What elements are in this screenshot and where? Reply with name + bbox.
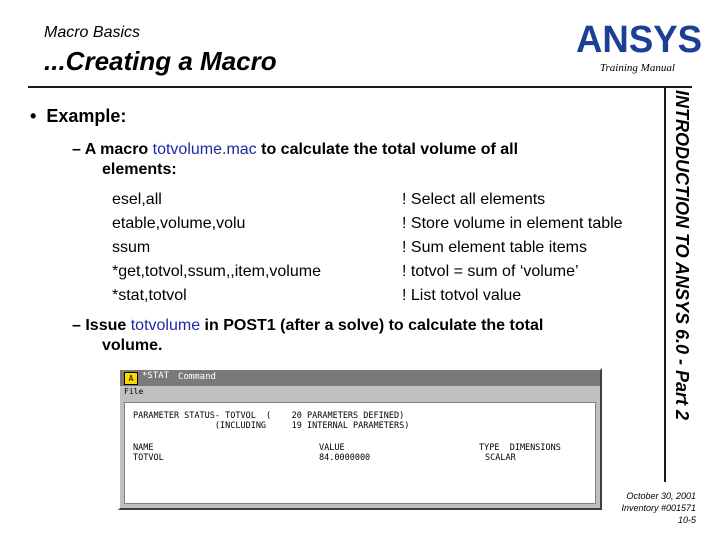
subitem-line2: volume.	[102, 337, 163, 354]
slide-title: ...Creating a Macro	[44, 46, 277, 76]
column-header-value: VALUE	[319, 443, 345, 453]
code-line	[112, 236, 587, 260]
stat-command-window	[118, 368, 602, 510]
macro-filename: totvolume.mac	[152, 141, 257, 158]
param-name: TOTVOL	[133, 453, 164, 463]
footer-inventory: Inventory #001571	[621, 503, 696, 513]
bullet-example	[30, 106, 126, 127]
subitem-post: in POST1 (after a solve) to calculate the total	[200, 317, 544, 334]
bullet-marker: •	[30, 106, 37, 126]
section-subtitle: Macro Basics	[44, 24, 141, 41]
ansys-logo	[576, 18, 710, 60]
side-course-label: INTRODUCTION TO ANSYS 6.0 - Part 2	[672, 90, 692, 421]
dash-marker: –	[72, 141, 81, 158]
bullet-text: Example:	[46, 106, 127, 126]
code-command: ssum	[112, 239, 151, 256]
code-command: esel,all	[112, 191, 162, 208]
param-type: SCALAR	[485, 453, 516, 463]
column-header-name: NAME	[133, 443, 154, 453]
code-command: *stat,totvol	[112, 287, 187, 304]
subitem-macro	[72, 140, 518, 180]
svg-text:ANSYS: ANSYS	[576, 19, 702, 60]
code-line	[112, 284, 522, 308]
footer-page: 10-5	[677, 515, 696, 525]
code-line	[112, 260, 579, 284]
subitem-post: to calculate the total volume of all	[256, 141, 519, 158]
footer-date: October 30, 2001	[626, 491, 696, 501]
training-manual-label: Training Manual	[600, 62, 675, 74]
code-comment: ! Select all elements	[402, 191, 546, 208]
stat-output-area	[124, 402, 596, 504]
code-comment: ! List totvol value	[402, 287, 522, 304]
code-comment: ! totvol = sum of ‘volume’	[402, 263, 579, 280]
output-line: (INCLUDING 19 INTERNAL PARAMETERS)	[133, 421, 410, 431]
macro-code-block	[112, 188, 623, 308]
param-value: 84.0000000	[319, 453, 371, 463]
menu-file[interactable]: File	[124, 387, 144, 396]
subitem-pre: Issue	[85, 317, 131, 334]
window-titlebar[interactable]	[120, 370, 600, 386]
window-title: *STAT	[142, 371, 170, 381]
output-line: PARAMETER STATUS- TOTVOL ( 20 PARAMETERS DEFINED)	[133, 411, 405, 421]
window-title-command: Command	[178, 372, 216, 382]
code-line	[112, 212, 623, 236]
slide-footer	[621, 490, 696, 526]
code-command: *get,totvol,ssum,,item,volume	[112, 263, 321, 280]
column-header-type: TYPE DIMENSIONS	[479, 443, 561, 453]
macro-name: totvolume	[130, 317, 201, 334]
code-line	[112, 188, 546, 212]
side-divider	[664, 86, 666, 482]
subitem-pre: A macro	[84, 141, 153, 158]
subitem-line2: elements:	[102, 161, 177, 178]
code-command: etable,volume,volu	[112, 215, 246, 232]
code-comment: ! Store volume in element table	[402, 215, 623, 232]
ansys-app-icon[interactable]: A	[124, 372, 138, 385]
dash-marker: –	[72, 317, 81, 334]
code-comment: ! Sum element table items	[402, 239, 587, 256]
subitem-issue	[72, 316, 543, 356]
header-divider	[28, 86, 692, 88]
